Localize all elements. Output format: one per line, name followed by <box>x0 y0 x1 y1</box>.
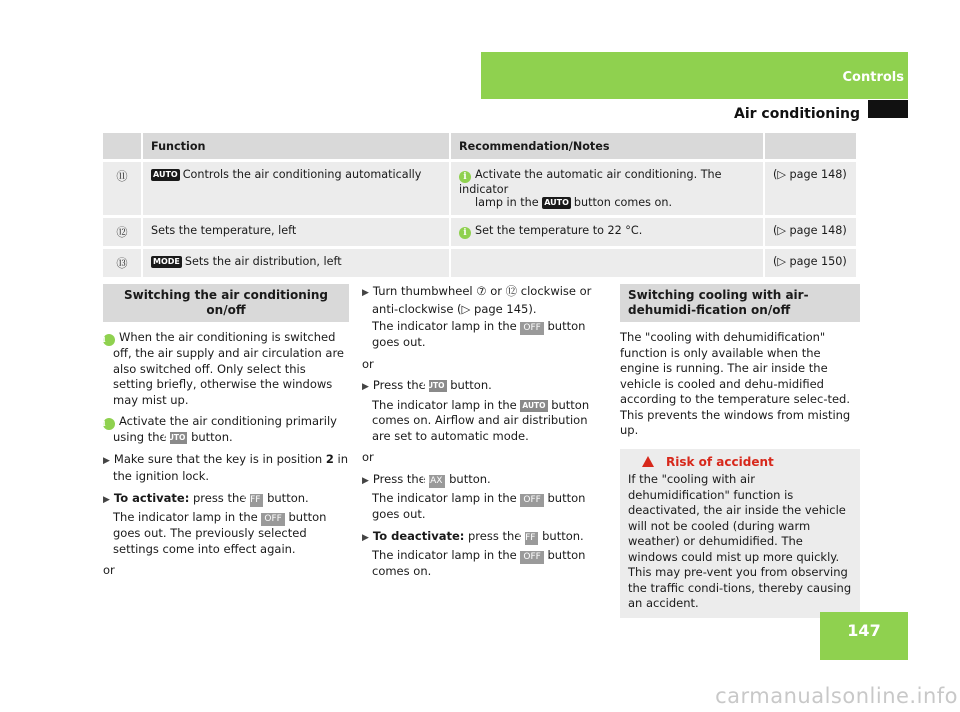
instruction-step <box>362 284 608 317</box>
instruction-step <box>103 452 349 485</box>
step-text: Make sure that the key is in position <box>113 451 323 466</box>
body-text: The "cooling with dehumidification" function is only available when the engine is running. The air inside the vehicle is cooled and dehu-midified according to the temperature selec-ted. This prevents the windows from misting up. <box>620 330 851 437</box>
table-row <box>103 161 857 217</box>
step-text: button. <box>450 378 492 392</box>
auto-key-icon: AUTO <box>421 381 445 390</box>
section-heading: Switching the air conditioning on/off <box>103 284 349 322</box>
info-icon: i <box>459 171 471 183</box>
arrow-icon: ▶ <box>362 475 369 486</box>
header-num <box>103 133 142 161</box>
step-text: button goes out. <box>372 491 586 521</box>
info-note <box>103 330 349 408</box>
section-heading: Switching cooling with air-dehumidi-fication on/off <box>620 284 860 322</box>
info-icon: i <box>459 227 471 239</box>
function-text: Controls the air conditioning automatically <box>182 168 422 181</box>
chapter-title: Air conditioning <box>734 106 860 122</box>
table-row <box>103 217 857 248</box>
or-separator: or <box>362 356 374 371</box>
step-text: press the <box>468 528 522 543</box>
step-text: Press the <box>372 378 426 392</box>
chapter-marker <box>868 100 908 118</box>
row-number: ⑪ <box>103 161 142 217</box>
page-reference[interactable]: (▷ page 148) <box>764 161 857 217</box>
row-function: Sets the temperature, left <box>142 217 450 248</box>
mode-key-icon: MODE <box>153 257 180 266</box>
step-text: button. <box>449 471 491 486</box>
header-notes: Recommendation/Notes <box>450 133 764 161</box>
row-notes <box>450 217 764 248</box>
step-text: Press the <box>372 471 426 486</box>
step-text: The indicator lamp in the <box>113 510 258 524</box>
info-icon: i <box>103 418 115 430</box>
off-key-icon: OFF <box>261 513 284 526</box>
off-key-icon: OFF <box>520 494 543 507</box>
step-result <box>103 510 349 557</box>
step-label: To deactivate: <box>372 528 465 543</box>
off-key-icon: OFF <box>250 494 263 507</box>
info-icon: i <box>103 334 115 346</box>
row-notes <box>450 161 764 217</box>
column-switching-ac <box>103 284 349 585</box>
arrow-icon: ▶ <box>103 494 110 505</box>
row-number: ⑫ <box>103 217 142 248</box>
auto-key-icon: AUTO <box>544 198 569 207</box>
step-text: 2 <box>325 451 334 466</box>
table-row <box>103 248 857 278</box>
info-text: When the air conditioning is switched off, the air supply and air circulation are also switched off. Only select this setting briefly, otherwise the windows may mist up. <box>113 330 345 407</box>
warning-title: Risk of accident <box>666 454 774 469</box>
auto-key-icon: AUTO <box>162 433 186 442</box>
step-text: The indicator lamp in the <box>372 548 517 562</box>
instruction-step <box>103 491 349 509</box>
step-text: The indicator lamp in the <box>372 397 517 412</box>
off-key-icon: OFF <box>520 322 543 335</box>
step-result <box>362 548 608 580</box>
function-table <box>103 133 858 277</box>
step-text: in the ignition lock. <box>113 451 349 483</box>
section-label: Controls <box>842 70 904 85</box>
step-result <box>362 319 608 351</box>
instruction-step <box>362 378 608 396</box>
step-text: button comes on. <box>372 548 586 578</box>
step-text: press the <box>192 490 247 505</box>
step-text: Turn thumbwheel ⑦ or ⑫ clockwise or anti-clockwise (▷ page 145). <box>372 284 592 316</box>
page-number: 147 <box>847 621 881 640</box>
info-note <box>103 414 349 446</box>
step-text: The indicator lamp in the <box>372 491 517 505</box>
row-function <box>142 248 450 278</box>
off-key-icon: OFF <box>525 532 538 545</box>
or-separator: or <box>362 450 374 464</box>
page-reference[interactable]: (▷ page 150) <box>764 248 857 278</box>
header-ref <box>764 133 857 161</box>
column-steps <box>362 284 608 586</box>
header-function: Function <box>142 133 450 161</box>
info-text: button. <box>191 430 233 444</box>
step-text: button goes out. The previously selected settings come into effect again. <box>113 510 327 556</box>
notes-text: Activate the automatic air conditioning. The indicator <box>459 168 722 196</box>
info-text: Activate the air conditioning primarily using the <box>113 414 337 444</box>
notes-text: Set the temperature to 22 °C. <box>475 224 643 237</box>
row-number: ⑬ <box>103 248 142 278</box>
step-text: button. <box>267 490 309 505</box>
row-notes <box>450 248 764 278</box>
auto-key-icon: AUTO <box>153 170 178 179</box>
notes-text: button comes on. <box>573 196 673 209</box>
page-reference[interactable]: (▷ page 148) <box>764 217 857 248</box>
off-key-icon: OFF <box>520 551 543 564</box>
instruction-step <box>362 529 608 547</box>
auto-key-icon: AUTO <box>522 400 546 410</box>
arrow-icon: ▶ <box>362 288 369 298</box>
column-dehumidification <box>620 284 860 618</box>
watermark: carmanualsonline.info <box>715 684 958 708</box>
notes-text: lamp in the <box>475 196 539 209</box>
instruction-step <box>362 472 608 490</box>
arrow-icon: ▶ <box>103 455 110 466</box>
warning-body: If the "cooling with air dehumidification" function is deactivated, the air inside the vehicle will not be cooled (during warm weather) or dehumidified. The windows could mist up more quickly. This may pre-vent you from observing the traffic condi-tions, thereby causing an accident. <box>628 472 852 610</box>
warning-box <box>620 449 860 618</box>
step-result <box>362 491 608 523</box>
step-text: button. <box>542 528 584 543</box>
row-function <box>142 161 450 217</box>
step-label: To activate: <box>113 490 190 505</box>
max-defrost-key-icon: MAX <box>429 475 445 488</box>
function-text: Sets the air distribution, left <box>184 255 342 268</box>
step-result <box>362 398 608 445</box>
step-text: The indicator lamp in the <box>372 319 517 333</box>
warning-triangle-icon <box>642 456 654 467</box>
arrow-icon: ▶ <box>362 532 369 543</box>
step-text: button comes on. Airflow and air distribution are set to automatic mode. <box>372 397 590 443</box>
or-separator: or <box>103 563 115 577</box>
arrow-icon: ▶ <box>362 382 369 392</box>
step-text: button goes out. <box>372 319 586 349</box>
warning-heading <box>628 455 852 471</box>
